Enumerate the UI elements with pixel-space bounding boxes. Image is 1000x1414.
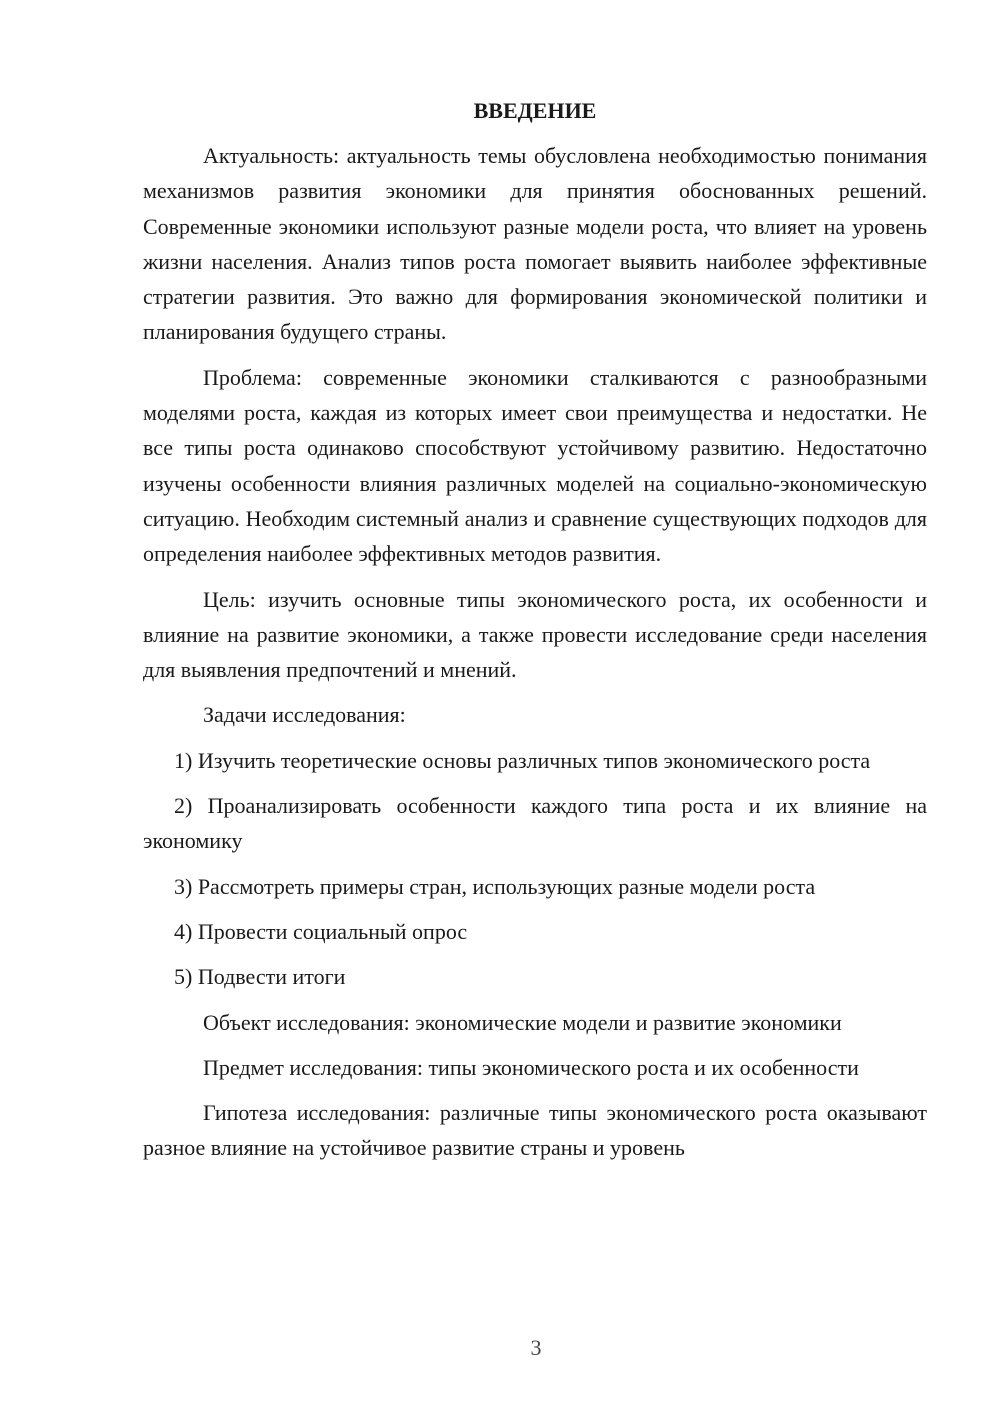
paragraph-tasks-heading: Задачи исследования:: [203, 702, 406, 728]
paragraph-problem: Проблема: современные экономики сталкиваются с разнообразными моделями роста, каждая из которых имеет свои преимущества и недостатки. Не все типы роста одинаково способствуют устойчивому развитию. Недостаточно изучены особенности влияния различных моделей на социально-экономическую ситуацию. Необходим системный анализ и сравнение существующих подходов для определения наиболее эффективных методов развития.: [143, 364, 927, 567]
page-number: 3: [530, 1335, 542, 1360]
section-title: ВВЕДЕНИЕ: [473, 98, 597, 123]
paragraph-subject: Предмет исследования: типы экономического роста и их особенности: [203, 1054, 859, 1080]
paragraph-hypothesis: Гипотеза исследования: различные типы экономического роста оказывают разное влияние на устойчивое развитие страны и уровень: [143, 1100, 927, 1161]
paragraph-object: Объект исследования: экономические модели и развитие экономики: [203, 1009, 842, 1035]
task-item: 1) Изучить теоретические основы различных типов экономического роста: [174, 747, 871, 773]
task-item: 3) Рассмотреть примеры стран, использующих разные модели роста: [174, 873, 816, 899]
task-item: 4) Провести социальный опрос: [174, 918, 468, 944]
task-item: 5) Подвести итоги: [174, 964, 346, 990]
page-content: [143, 93, 927, 1176]
paragraph-goal: Цель: изучить основные типы экономического роста, их особенности и влияние на развитие экономики, а также провести исследование среди населения для выявления предпочтений и мнений.: [143, 586, 927, 683]
task-item: 2) Проанализировать особенности каждого типа роста и их влияние на экономику: [143, 793, 927, 854]
paragraph-relevance: Актуальность: актуальность темы обусловлена необходимостью понимания механизмов развития экономики для принятия обоснованных решений. Современные экономики используют разные модели роста, что влияет на уровень жизни населения. Анализ типов роста помогает выявить наиболее эффективные стратегии развития. Это важно для формирования экономической политики и планирования будущего страны.: [143, 143, 927, 345]
